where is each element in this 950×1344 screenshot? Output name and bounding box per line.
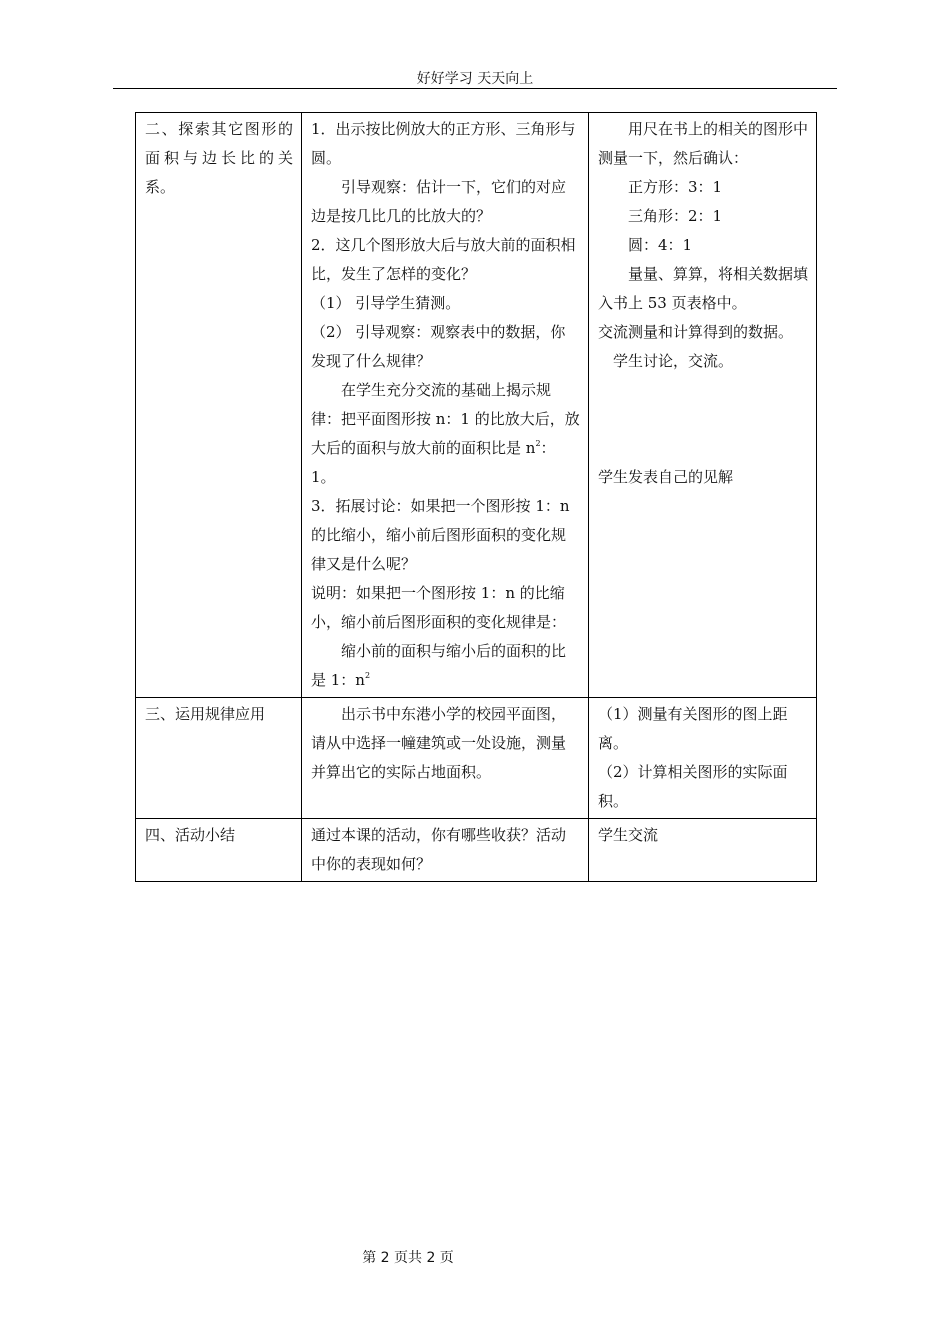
stage-cell: 二、探索其它图形的面积与边长比的关系。 — [136, 113, 302, 698]
stage-cell: 四、活动小结 — [136, 819, 302, 882]
page-header: 好好学习 天天向上 — [416, 71, 534, 87]
teacher-activity-cell: 出示书中东港小学的校园平面图，请从中选择一幢建筑或一处设施，测量并算出它的实际占地面积。 — [302, 698, 589, 819]
table-row — [136, 698, 817, 819]
table-row — [136, 819, 817, 882]
lesson-table — [135, 112, 817, 882]
table-row — [136, 113, 817, 698]
page-footer: 第 2 页共 2 页 — [362, 1250, 454, 1266]
stage-cell: 三、运用规律应用 — [136, 698, 302, 819]
header-rule — [113, 88, 837, 89]
teacher-activity-cell: 通过本课的活动，你有哪些收获？活动中你的表现如何？ — [302, 819, 589, 882]
teacher-activity-cell: 1．出示按比例放大的正方形、三角形与圆。 引导观察：估计一下，它们的对应边是按几比几的比放大的？ 2．这几个图形放大后与放大前的面积相比，发生了怎样的变化？ （1） 引导学生猜测。 （2） 引导观察：观察表中的数据，你发现了什么规律？ 在学生充分交流的基础上揭示规律：把平面图形按 n：1 的比放大后，放大后的面积与放大前的面积比是 $n^2$：1。 3．拓展讨论：如果把一个图形按 1：n 的比缩小，缩小前后图形面积的变化规律又是什么呢？ 说明：如果把一个图形按 1：n 的比缩小，缩小前后图形面积的变化规律是： 缩小前的面积与缩小后的面积的比是 1：$n^2$ — [302, 113, 589, 698]
student-activity-cell: （1）测量有关图形的图上距离。 （2）计算相关图形的实际面积。 — [589, 698, 817, 819]
student-activity-cell: 用尺在书上的相关的图形中测量一下，然后确认： 正方形：3：1 三角形：2：1 圆：4：1 量量、算算，将相关数据填入书上 53 页表格中。 交流测量和计算得到的数据。 学生讨论，交流。 学生发表自己的见解 — [589, 113, 817, 698]
student-activity-cell: 学生交流 — [589, 819, 817, 882]
